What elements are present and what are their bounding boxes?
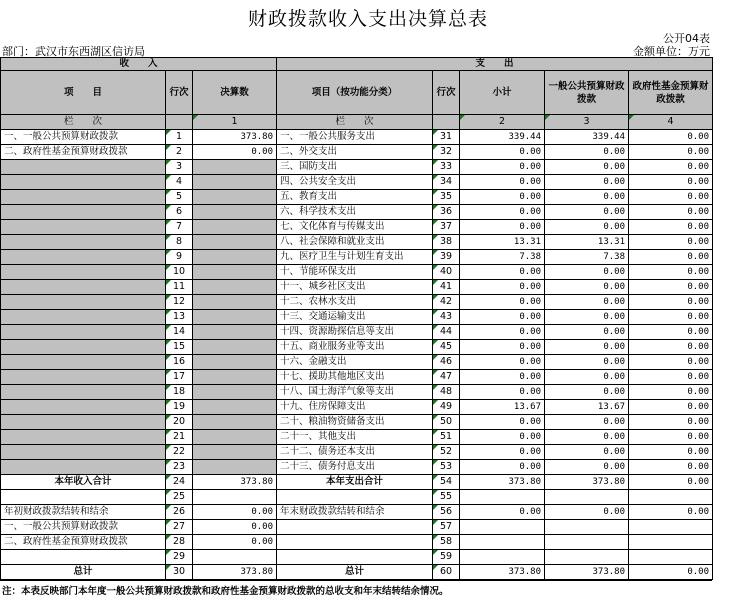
expense-item: 二十、粮油物资储备支出 [277, 415, 433, 430]
final-accounts-table [0, 57, 713, 580]
expense-gov-fund: 0.00 [629, 415, 713, 430]
income-amount: 373.80 [193, 130, 277, 145]
expense-subtotal: 0.00 [460, 505, 545, 520]
table-row [1, 145, 713, 160]
expense-gov-fund: 0.00 [629, 460, 713, 475]
income-amount [193, 370, 277, 385]
expense-gov-fund: 0.00 [629, 265, 713, 280]
expense-line-no: 55 [433, 490, 460, 505]
expense-gov-fund: 0.00 [629, 565, 713, 580]
department-label: 部门：武汉市东西湖区信访局 [2, 45, 145, 58]
income-line-no: 25 [166, 490, 193, 505]
expense-subtotal: 0.00 [460, 460, 545, 475]
line-no-header: 行次 [166, 71, 193, 115]
income-item [1, 235, 166, 250]
item-header: 项 目 [1, 71, 166, 115]
income-line-no: 18 [166, 385, 193, 400]
expense-general-budget: 0.00 [545, 415, 629, 430]
expense-gov-fund [629, 550, 713, 565]
income-line-no: 9 [166, 250, 193, 265]
expense-general-budget: 0.00 [545, 265, 629, 280]
income-item [1, 265, 166, 280]
income-amount [193, 175, 277, 190]
income-amount: 0.00 [193, 505, 277, 520]
table-row [1, 220, 713, 235]
income-amount [193, 160, 277, 175]
expense-line-no: 46 [433, 355, 460, 370]
expense-item: 四、公共安全支出 [277, 175, 433, 190]
income-line-no: 27 [166, 520, 193, 535]
expense-subtotal: 0.00 [460, 220, 545, 235]
expense-line-no: 42 [433, 295, 460, 310]
expense-subtotal: 0.00 [460, 430, 545, 445]
table-row [1, 175, 713, 190]
col-label: 栏 次 [1, 115, 166, 130]
expense-general-budget: 339.44 [545, 130, 629, 145]
table-row [1, 535, 713, 550]
expense-line-no: 35 [433, 190, 460, 205]
expense-subtotal: 0.00 [460, 280, 545, 295]
income-item [1, 280, 166, 295]
expense-line-no: 34 [433, 175, 460, 190]
table-row [1, 385, 713, 400]
income-line-no: 30 [166, 565, 193, 580]
table-row [1, 250, 713, 265]
expense-general-budget: 0.00 [545, 160, 629, 175]
expense-line-no: 47 [433, 370, 460, 385]
col-4: 4 [629, 115, 713, 130]
expense-gov-fund: 0.00 [629, 400, 713, 415]
income-item [1, 460, 166, 475]
income-amount: 0.00 [193, 145, 277, 160]
income-line-no: 23 [166, 460, 193, 475]
expense-gov-fund: 0.00 [629, 250, 713, 265]
expense-subtotal: 0.00 [460, 445, 545, 460]
income-line-no: 22 [166, 445, 193, 460]
table-row [1, 265, 713, 280]
expense-item: 本年支出合计 [277, 475, 433, 490]
income-line-no: 16 [166, 355, 193, 370]
expense-line-no: 41 [433, 280, 460, 295]
table-row [1, 190, 713, 205]
expense-subtotal: 0.00 [460, 205, 545, 220]
table-row [1, 550, 713, 565]
expense-line-no: 51 [433, 430, 460, 445]
expense-gov-fund: 0.00 [629, 145, 713, 160]
footnote: 注：本表反映部门本年度一般公共预算财政拨款和政府性基金预算财政拨款的总收支和年末结转结余情况。 [2, 586, 449, 597]
table-row [1, 355, 713, 370]
income-amount [193, 310, 277, 325]
expense-gov-fund: 0.00 [629, 445, 713, 460]
income-line-no: 4 [166, 175, 193, 190]
expense-general-budget: 0.00 [545, 190, 629, 205]
general-budget-header: 一般公共预算财政拨款 [545, 71, 629, 115]
expense-item: 二十二、债务还本支出 [277, 445, 433, 460]
income-line-no: 15 [166, 340, 193, 355]
income-item [1, 205, 166, 220]
table-row [1, 445, 713, 460]
income-line-no: 5 [166, 190, 193, 205]
table-row [1, 130, 713, 145]
gov-fund-header: 政府性基金预算财政拨款 [629, 71, 713, 115]
expense-gov-fund: 0.00 [629, 175, 713, 190]
expense-gov-fund: 0.00 [629, 370, 713, 385]
expense-item: 八、社会保障和就业支出 [277, 235, 433, 250]
income-item: 年初财政拨款结转和结余 [1, 505, 166, 520]
expense-subtotal: 0.00 [460, 370, 545, 385]
income-amount [193, 220, 277, 235]
expense-item [277, 535, 433, 550]
expense-item: 十九、住房保障支出 [277, 400, 433, 415]
income-amount [193, 400, 277, 415]
expense-general-budget: 0.00 [545, 175, 629, 190]
final-amount-header: 决算数 [193, 71, 277, 115]
expense-general-budget: 0.00 [545, 280, 629, 295]
income-line-no: 26 [166, 505, 193, 520]
income-amount: 0.00 [193, 535, 277, 550]
expense-subtotal: 339.44 [460, 130, 545, 145]
expense-subtotal [460, 550, 545, 565]
expense-item: 二十三、债务付息支出 [277, 460, 433, 475]
expense-item [277, 550, 433, 565]
expense-general-budget: 0.00 [545, 205, 629, 220]
income-item [1, 370, 166, 385]
expense-gov-fund: 0.00 [629, 475, 713, 490]
expense-gov-fund: 0.00 [629, 505, 713, 520]
expense-gov-fund: 0.00 [629, 235, 713, 250]
income-line-no: 13 [166, 310, 193, 325]
expense-item: 九、医疗卫生与计划生育支出 [277, 250, 433, 265]
expense-general-budget: 0.00 [545, 145, 629, 160]
income-item [1, 385, 166, 400]
expense-gov-fund: 0.00 [629, 340, 713, 355]
income-line-no: 21 [166, 430, 193, 445]
expense-line-no: 43 [433, 310, 460, 325]
income-line-no: 17 [166, 370, 193, 385]
expense-line-no: 60 [433, 565, 460, 580]
income-amount [193, 355, 277, 370]
expense-line-no: 36 [433, 205, 460, 220]
expense-gov-fund [629, 490, 713, 505]
expense-gov-fund [629, 535, 713, 550]
income-header: 收 入 [1, 58, 277, 71]
expense-item [277, 490, 433, 505]
expense-item: 二、外交支出 [277, 145, 433, 160]
expense-subtotal: 7.38 [460, 250, 545, 265]
expense-line-no: 59 [433, 550, 460, 565]
expense-item: 十六、金融支出 [277, 355, 433, 370]
income-line-no: 8 [166, 235, 193, 250]
income-item: 一、一般公共预算财政拨款 [1, 130, 166, 145]
income-amount [193, 295, 277, 310]
income-amount [193, 250, 277, 265]
col-label-blank [166, 115, 193, 130]
table-row [1, 160, 713, 175]
income-item [1, 250, 166, 265]
income-item: 二、政府性基金预算财政拨款 [1, 535, 166, 550]
income-line-no: 28 [166, 535, 193, 550]
table-row [1, 520, 713, 535]
expense-gov-fund [629, 520, 713, 535]
expense-gov-fund: 0.00 [629, 205, 713, 220]
income-line-no: 11 [166, 280, 193, 295]
expense-subtotal: 0.00 [460, 325, 545, 340]
table-row [1, 460, 713, 475]
income-item [1, 220, 166, 235]
expense-item: 十三、交通运输支出 [277, 310, 433, 325]
income-item [1, 550, 166, 565]
expense-subtotal [460, 520, 545, 535]
expense-subtotal: 0.00 [460, 175, 545, 190]
expense-gov-fund: 0.00 [629, 160, 713, 175]
income-item [1, 295, 166, 310]
expense-gov-fund: 0.00 [629, 280, 713, 295]
table-row [1, 310, 713, 325]
expense-item: 十二、农林水支出 [277, 295, 433, 310]
table-row [1, 505, 713, 520]
income-line-no: 6 [166, 205, 193, 220]
expense-general-budget: 373.80 [545, 565, 629, 580]
income-item: 总计 [1, 565, 166, 580]
expense-subtotal: 0.00 [460, 265, 545, 280]
expense-general-budget: 0.00 [545, 355, 629, 370]
expense-subtotal [460, 535, 545, 550]
income-line-no: 1 [166, 130, 193, 145]
expense-item: 总计 [277, 565, 433, 580]
expense-line-no: 44 [433, 325, 460, 340]
col-1: 1 [193, 115, 277, 130]
income-amount [193, 460, 277, 475]
expense-gov-fund: 0.00 [629, 190, 713, 205]
expense-gov-fund: 0.00 [629, 355, 713, 370]
expense-general-budget: 373.80 [545, 475, 629, 490]
income-amount: 373.80 [193, 565, 277, 580]
expense-line-no: 32 [433, 145, 460, 160]
expense-gov-fund: 0.00 [629, 325, 713, 340]
expense-line-no: 33 [433, 160, 460, 175]
income-item [1, 325, 166, 340]
expense-line-no: 54 [433, 475, 460, 490]
income-item [1, 430, 166, 445]
expense-gov-fund: 0.00 [629, 295, 713, 310]
table-row [1, 325, 713, 340]
income-line-no: 12 [166, 295, 193, 310]
income-amount: 373.80 [193, 475, 277, 490]
expense-item: 十四、资源勘探信息等支出 [277, 325, 433, 340]
expense-general-budget: 0.00 [545, 220, 629, 235]
income-item [1, 355, 166, 370]
income-amount [193, 205, 277, 220]
expense-subtotal: 13.31 [460, 235, 545, 250]
expense-subtotal: 373.80 [460, 475, 545, 490]
expense-general-budget: 0.00 [545, 310, 629, 325]
income-amount [193, 490, 277, 505]
expense-item: 年末财政拨款结转和结余 [277, 505, 433, 520]
income-item [1, 175, 166, 190]
table-row [1, 430, 713, 445]
expense-gov-fund: 0.00 [629, 220, 713, 235]
expense-line-no: 48 [433, 385, 460, 400]
item-func-header: 项目（按功能分类） [277, 71, 433, 115]
income-line-no: 2 [166, 145, 193, 160]
expense-subtotal: 0.00 [460, 295, 545, 310]
income-amount [193, 340, 277, 355]
expense-line-no: 31 [433, 130, 460, 145]
expense-general-budget [545, 550, 629, 565]
expense-general-budget: 0.00 [545, 460, 629, 475]
expense-line-no: 58 [433, 535, 460, 550]
income-line-no: 7 [166, 220, 193, 235]
table-row [1, 295, 713, 310]
income-line-no: 20 [166, 415, 193, 430]
expense-general-budget: 7.38 [545, 250, 629, 265]
income-amount [193, 550, 277, 565]
income-item [1, 400, 166, 415]
expense-subtotal: 13.67 [460, 400, 545, 415]
expense-subtotal: 373.80 [460, 565, 545, 580]
expense-line-no: 49 [433, 400, 460, 415]
expense-line-no: 53 [433, 460, 460, 475]
expense-general-budget: 13.67 [545, 400, 629, 415]
expense-item: 十一、城乡社区支出 [277, 280, 433, 295]
expense-line-no: 37 [433, 220, 460, 235]
expense-line-no: 57 [433, 520, 460, 535]
expense-line-no: 52 [433, 445, 460, 460]
income-amount [193, 445, 277, 460]
expense-item: 二十一、其他支出 [277, 430, 433, 445]
col-2: 2 [460, 115, 545, 130]
expense-item: 七、文化体育与传媒支出 [277, 220, 433, 235]
expense-line-no: 50 [433, 415, 460, 430]
bottom-rule [0, 580, 712, 581]
income-item [1, 490, 166, 505]
expense-general-budget [545, 520, 629, 535]
expense-general-budget: 0.00 [545, 505, 629, 520]
expense-gov-fund: 0.00 [629, 430, 713, 445]
expense-line-no: 45 [433, 340, 460, 355]
expense-general-budget: 0.00 [545, 430, 629, 445]
form-code: 公开04表 [663, 32, 710, 45]
expense-line-no: 56 [433, 505, 460, 520]
expense-subtotal: 0.00 [460, 355, 545, 370]
income-item [1, 160, 166, 175]
table-row [1, 235, 713, 250]
expense-line-no: 38 [433, 235, 460, 250]
expense-general-budget: 0.00 [545, 295, 629, 310]
income-item [1, 415, 166, 430]
col-label2-blank [433, 115, 460, 130]
table-row [1, 205, 713, 220]
expense-general-budget: 0.00 [545, 340, 629, 355]
table-row [1, 370, 713, 385]
expense-general-budget [545, 535, 629, 550]
col-3: 3 [545, 115, 629, 130]
expense-subtotal: 0.00 [460, 385, 545, 400]
expense-line-no: 40 [433, 265, 460, 280]
expense-gov-fund: 0.00 [629, 130, 713, 145]
table-row [1, 340, 713, 355]
expense-subtotal: 0.00 [460, 160, 545, 175]
expense-general-budget [545, 490, 629, 505]
expense-general-budget: 0.00 [545, 445, 629, 460]
expense-gov-fund: 0.00 [629, 385, 713, 400]
expense-subtotal: 0.00 [460, 145, 545, 160]
expense-line-no: 39 [433, 250, 460, 265]
income-item: 二、政府性基金预算财政拨款 [1, 145, 166, 160]
income-line-no: 3 [166, 160, 193, 175]
table-row [1, 490, 713, 505]
expense-item [277, 520, 433, 535]
expense-item: 一、一般公共服务支出 [277, 130, 433, 145]
expense-general-budget: 0.00 [545, 325, 629, 340]
income-amount [193, 325, 277, 340]
col-label2: 栏 次 [277, 115, 433, 130]
unit-label: 金额单位：万元 [633, 45, 710, 58]
table-row [1, 415, 713, 430]
income-amount [193, 415, 277, 430]
expense-item: 十五、商业服务业等支出 [277, 340, 433, 355]
table-row [1, 280, 713, 295]
table-row [1, 475, 713, 490]
income-item [1, 340, 166, 355]
expense-item: 十八、国土海洋气象等支出 [277, 385, 433, 400]
expense-general-budget: 0.00 [545, 370, 629, 385]
expense-gov-fund: 0.00 [629, 310, 713, 325]
income-line-no: 29 [166, 550, 193, 565]
table-row [1, 400, 713, 415]
expense-subtotal: 0.00 [460, 340, 545, 355]
page-title: 财政拨款收入支出决算总表 [247, 8, 488, 30]
income-item: 一、一般公共预算财政拨款 [1, 520, 166, 535]
expense-item: 十七、援助其他地区支出 [277, 370, 433, 385]
income-amount [193, 430, 277, 445]
income-line-no: 24 [166, 475, 193, 490]
expense-general-budget: 0.00 [545, 385, 629, 400]
expense-header: 支 出 [277, 58, 713, 71]
expense-item: 十、节能环保支出 [277, 265, 433, 280]
income-item [1, 310, 166, 325]
income-item [1, 190, 166, 205]
expense-subtotal: 0.00 [460, 415, 545, 430]
income-line-no: 10 [166, 265, 193, 280]
expense-item: 六、科学技术支出 [277, 205, 433, 220]
expense-item: 三、国防支出 [277, 160, 433, 175]
income-amount [193, 385, 277, 400]
expense-subtotal: 0.00 [460, 310, 545, 325]
line-no2-header: 行次 [433, 71, 460, 115]
table-row [1, 565, 713, 580]
expense-subtotal [460, 490, 545, 505]
income-item: 本年收入合计 [1, 475, 166, 490]
expense-subtotal: 0.00 [460, 190, 545, 205]
subtotal-header: 小计 [460, 71, 545, 115]
expense-item: 五、教育支出 [277, 190, 433, 205]
income-line-no: 19 [166, 400, 193, 415]
income-amount [193, 265, 277, 280]
expense-general-budget: 13.31 [545, 235, 629, 250]
income-item [1, 445, 166, 460]
income-amount: 0.00 [193, 520, 277, 535]
income-amount [193, 190, 277, 205]
income-amount [193, 280, 277, 295]
income-line-no: 14 [166, 325, 193, 340]
income-amount [193, 235, 277, 250]
